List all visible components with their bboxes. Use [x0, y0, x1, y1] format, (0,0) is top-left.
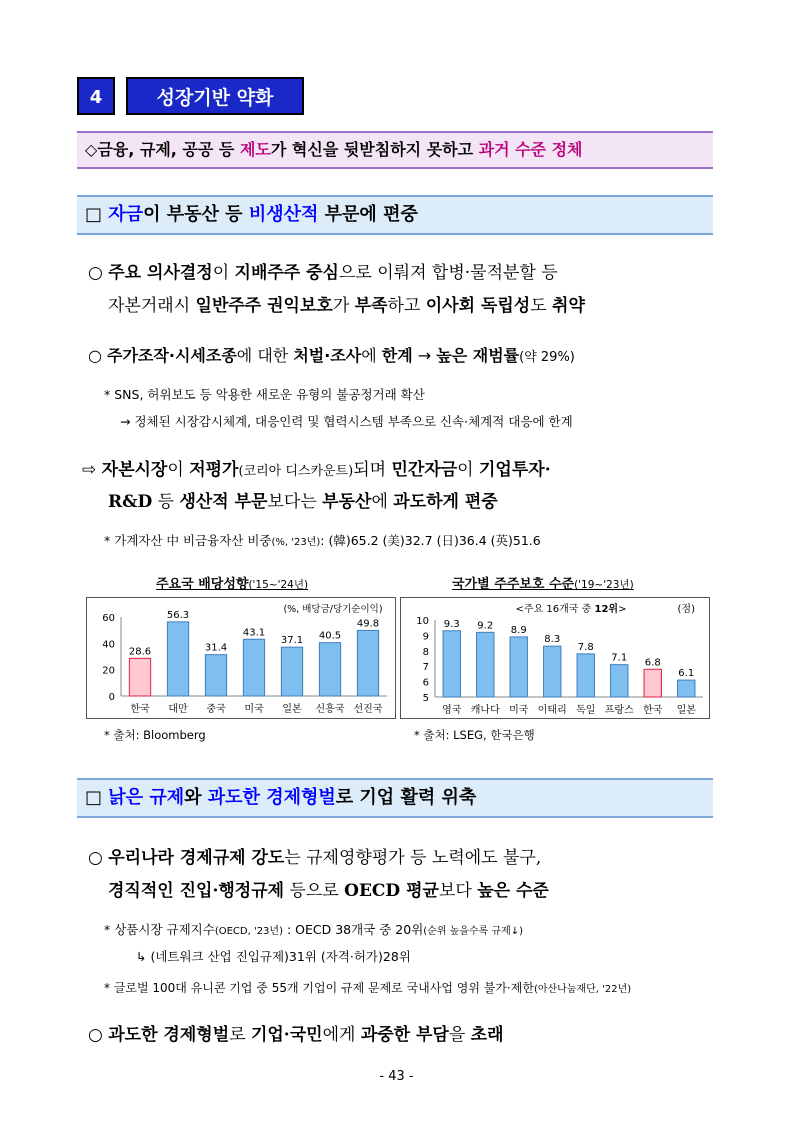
- bar-캐나다: [477, 632, 494, 697]
- bar-선진국: [357, 630, 378, 696]
- data-label: 28.6: [128, 646, 152, 658]
- data-label: 6.8: [644, 657, 661, 669]
- checkbox-square-icon: □: [85, 787, 109, 808]
- data-label: 40.5: [318, 630, 342, 642]
- x-tick-label: 프랑스: [604, 705, 634, 716]
- x-tick-label: 캐나다: [470, 705, 500, 716]
- x-tick-label: 선진국: [353, 704, 383, 715]
- subheading-capital: [77, 195, 713, 235]
- bullet-regulation-intensity: ○ 우리나라 경제규제 강도는 규제영향평가 등 노력에도 불구,: [88, 848, 542, 868]
- data-label: 56.3: [166, 609, 190, 621]
- bar-중국: [205, 655, 226, 696]
- shareholder-protection-chart: [400, 597, 710, 719]
- note-pmr-sub: ↳ (네트워크 산업 진입규제)31위 (자격·허가)28위: [136, 949, 411, 964]
- x-tick-label: 신흥국: [315, 704, 345, 715]
- bullet-governance: ○ 주요 의사결정이 지배주주 중심으로 이뤄져 합병·물적분할 등: [88, 263, 558, 283]
- bar-한국: [129, 658, 150, 696]
- note-sns: * SNS, 허위보도 등 악용한 새로운 유형의 불공정거래 확산: [104, 387, 425, 402]
- subheading-text: 이 부동산 등: [143, 204, 249, 225]
- note-household-assets: * 가계자산 中 비금융자산 비중(%, '23년): (韓)65.2 (美)32.7 (日)36.4 (英)51.6: [104, 533, 541, 548]
- x-tick-label: 일본: [676, 705, 696, 716]
- chart2-title: 국가별 주주보호 수준('19~'23년): [452, 577, 634, 592]
- unit-label: (점): [677, 604, 695, 615]
- bar-이태리: [544, 646, 561, 697]
- bullet-manipulation: ○ 주가조작·시세조종에 대한 처벌·조사에 한계 → 높은 재범률(약 29%): [88, 346, 575, 365]
- circle-bullet-icon: ○: [88, 346, 108, 365]
- bar-일본: [678, 680, 695, 697]
- subheading-highlight: 자금: [108, 204, 144, 225]
- x-tick-label: 미국: [509, 705, 529, 716]
- bullet-capital-market: ⇨ 자본시장이 저평가(코리아 디스카운트)되며 민간자금이 기업투자·: [82, 460, 551, 480]
- y-tick-label: 6: [422, 677, 429, 689]
- data-label: 7.1: [611, 652, 628, 664]
- banner-text: 금융, 규제, 공공 등: [97, 140, 240, 159]
- source-bloomberg: * 출처: Bloomberg: [104, 728, 206, 742]
- bar-독일: [577, 654, 594, 697]
- bullet-capital-market-line2: R&D 등 생산적 부문보다는 부동산에 과도하게 편중: [108, 492, 498, 512]
- note-unicorn: * 글로벌 100대 유니콘 기업 중 55개 기업이 규제 문제로 국내사업 영위 불가·제한(아산나눔재단, '22년): [104, 981, 632, 995]
- summary-banner: [77, 131, 713, 169]
- x-tick-label: 독일: [576, 705, 596, 716]
- banner-highlight: 과거 수준 정체: [478, 140, 583, 159]
- subheading-highlight: 비생산적: [248, 204, 319, 225]
- y-tick-label: 20: [102, 665, 115, 677]
- x-tick-label: 한국: [643, 705, 663, 716]
- x-tick-label: 이태리: [537, 705, 567, 716]
- page-number: - 43 -: [379, 1069, 414, 1084]
- bar-미국: [243, 639, 264, 696]
- data-label: 6.1: [678, 668, 695, 680]
- arrow-bullet-icon: ⇨: [82, 460, 102, 480]
- bar-한국: [644, 669, 661, 697]
- subheading-highlight: 과도한 경제형벌: [207, 787, 336, 808]
- dividend-payout-svg: [87, 598, 395, 718]
- banner-text: 가 혁신을 뒷받침하지 못하고: [270, 140, 479, 159]
- source-lseg: * 출처: LSEG, 한국은행: [414, 728, 535, 742]
- data-label: 7.8: [577, 641, 594, 653]
- y-tick-label: 40: [102, 639, 115, 651]
- bar-영국: [443, 631, 460, 697]
- bar-일본: [281, 647, 302, 696]
- x-tick-label: 일본: [282, 704, 302, 715]
- y-tick-label: 5: [422, 693, 429, 704]
- y-tick-label: 8: [422, 646, 429, 658]
- bar-미국: [510, 637, 527, 697]
- bar-프랑스: [611, 665, 628, 697]
- dividend-payout-chart: [86, 597, 396, 719]
- bullet-regulation-line2: 경직적인 진입·행정규제 등으로 OECD 평균보다 높은 수준: [108, 881, 549, 901]
- circle-bullet-icon: ○: [88, 1025, 109, 1045]
- x-tick-label: 한국: [130, 704, 150, 715]
- data-label: 9.3: [443, 618, 460, 630]
- y-tick-label: 10: [416, 616, 429, 627]
- circle-bullet-icon: ○: [88, 848, 109, 868]
- bar-대만: [167, 622, 188, 696]
- chart1-title: 주요국 배당성향('15~'24년): [156, 577, 309, 592]
- diamond-icon: ◇: [85, 140, 98, 159]
- subheading-text: 부문에 편중: [318, 204, 418, 225]
- checkbox-square-icon: □: [85, 204, 109, 225]
- section-title: 성장기반 약화: [126, 77, 304, 115]
- y-tick-label: 0: [108, 692, 115, 703]
- x-tick-label: 영국: [442, 705, 462, 716]
- x-tick-label: 중국: [206, 704, 226, 715]
- note-pmr: * 상품시장 규제지수(OECD, '23년) : OECD 38개국 중 20위(순위 높을수록 규제↓): [104, 922, 524, 937]
- data-label: 8.3: [544, 634, 561, 646]
- data-label: 31.4: [204, 642, 228, 654]
- circle-bullet-icon: ○: [88, 263, 109, 283]
- banner-highlight: 제도: [239, 140, 271, 159]
- data-label: 9.2: [477, 620, 494, 632]
- bullet-penalties: ○ 과도한 경제형벌로 기업·국민에게 과중한 부담을 초래: [88, 1025, 504, 1045]
- y-tick-label: 60: [102, 613, 115, 624]
- x-tick-label: 대만: [168, 704, 188, 715]
- x-tick-label: 미국: [244, 704, 264, 715]
- y-tick-label: 7: [422, 662, 429, 674]
- bar-신흥국: [319, 643, 340, 696]
- note-sns-sub: → 정체된 시장감시체계, 대응인력 및 협력시스템 부족으로 신속·체계적 대응에 한계: [120, 414, 573, 429]
- data-label: 8.9: [510, 624, 527, 636]
- data-label: 37.1: [280, 635, 304, 647]
- shareholder-protection-svg: [401, 598, 709, 718]
- subheading-regulation: □ 낡은 규제와 과도한 경제형벌로 기업 활력 위축: [77, 778, 713, 818]
- y-tick-label: 9: [422, 631, 429, 643]
- chart-annotation: (%, 배당금/당기순이익): [283, 604, 383, 615]
- data-label: 43.1: [242, 627, 266, 639]
- chart-annotation: <주요 16개국 중 12위>: [515, 604, 627, 615]
- bullet-governance-line2: 자본거래시 일반주주 권익보호가 부족하고 이사회 독립성도 취약: [108, 296, 585, 316]
- subheading-highlight: 낡은 규제: [108, 787, 185, 808]
- section-number: 4: [77, 77, 115, 115]
- data-label: 49.8: [356, 618, 380, 630]
